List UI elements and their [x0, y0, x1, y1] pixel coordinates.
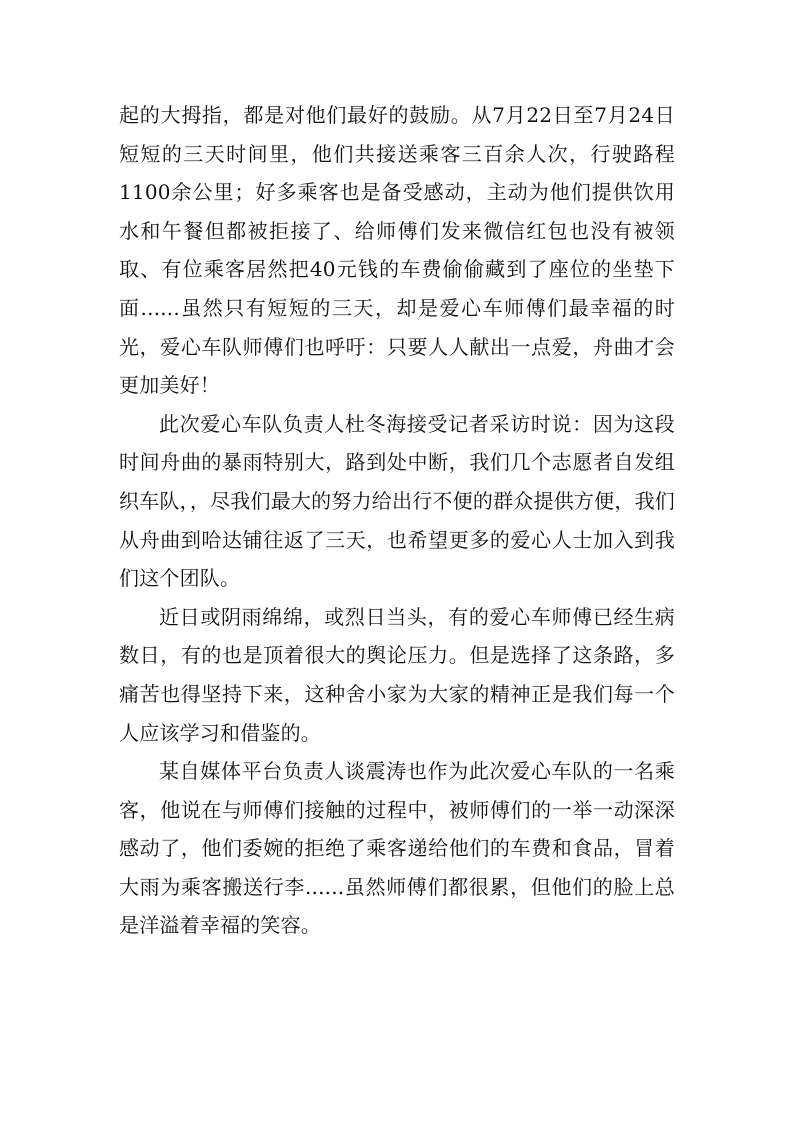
article-body	[119, 96, 675, 945]
paragraph-interview: 此次爱心车队负责人杜冬海接受记者采访时说：因为这段时间舟曲的暴雨特别大，路到处中断，我们几个志愿者自发组织车队，，尽我们最大的努力给出行不便的群众提供方便，我们从舟曲到哈达铺往返了三天，也希望更多的爱心人士加入到我们这个团队。	[119, 411, 675, 591]
paragraph-passenger-testimony: 某自媒体平台负责人谈震涛也作为此次爱心车队的一名乘客，他说在与师傅们接触的过程中，被师傅们的一举一动深深感动了，他们委婉的拒绝了乘客递给他们的车费和食品，冒着大雨为乘客搬送行李......虽然师傅们都很累，但他们的脸上总是洋溢着幸福的笑容。	[119, 759, 675, 938]
paragraph-continuation: 起的大拇指，都是对他们最好的鼓励。从7月22日至7月24日短短的三天时间里，他们共接送乘客三百余人次，行驶路程1100余公里；好多乘客也是备受感动，主动为他们提供饮用水和午餐但都被拒接了、给师傅们发来微信红包也没有被领取、有位乘客居然把40元钱的车费偷偷藏到了座位的坐垫下面......虽然只有短短的三天，却是爱心车师傅们最幸福的时光，爱心车队师傅们也呼吁：只要人人献出一点爱，舟曲才会更加美好！	[119, 103, 675, 398]
paragraph-hardship: 近日或阴雨绵绵，或烈日当头，有的爱心车师傅已经生病数日，有的也是顶着很大的舆论压力。但是选择了这条路，多痛苦也得坚持下来，这种舍小家为大家的精神正是我们每一个人应该学习和借鉴的。	[119, 604, 675, 745]
